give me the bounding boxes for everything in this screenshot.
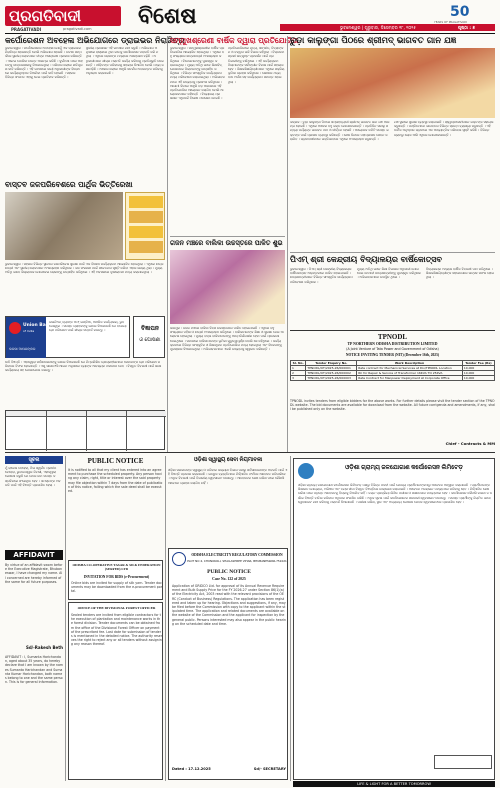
serfed-invite: INVITATION FOR BIDS (e-Procurement) <box>83 575 150 579</box>
article-3-col-a: ଭଦ୍ରକ : ଚୁଡ଼ା କାଲୁଙ୍ଗା ପିଠରେ ସପ୍ତାହବ୍ୟାପୀ ଶ୍ରୀମଦ୍ ଭାଗବତ ଗାନ ଯଜ୍ଞ ଆରମ୍ଭ ହୋଇଛି । ଏଥିରେ ଅଞ୍ଚଳର ବହୁ ଭକ୍ତ ଯୋଗଦେଇଛନ୍ତି । ପ୍ରତିଦିନ ସକାଳୁ ସନ୍ଧ୍ୟା ପର୍ଯ୍ୟନ୍ତ ଭାଗବତ ପାଠ ଓ କୀର୍ତ୍ତନ ହେଉଛି । ଆୟୋଜକ କମିଟି ସମସ୍ତ ଭକ୍ତଙ୍କ ପାଇଁ ପ୍ରସାଦ ବ୍ୟବସ୍ଥା କରିଛନ୍ତି । ଶେଷ ଦିନରେ ମହାପ୍ରସାଦ ସେବନ କରାଯିବ । ଗ୍ରାମବାସୀମାନେ ଭକ୍ତିଭାବରେ ଏଥିରେ ଅଂଶଗ୍ରହଣ କରୁଛନ୍ତି । <box>290 120 390 141</box>
tpnodl-th-3: Tender Fee (Rs) <box>462 361 494 366</box>
headline-3: ଚୁଡ଼ା କାଲୁଙ୍ଗା ପିଠରେ ଶ୍ରୀମଦ୍ ଭାଗବତ ଗାନ ଯଜ୍ଞ <box>290 36 457 46</box>
ods-text: ଓଡ଼ିଶା ସରକାରଙ୍କ ସ୍ୱାସ୍ଥ୍ୟ ଓ ପରିବାର କଲ୍ୟାଣ ବିଭାଗ ପକ୍ଷରୁ ସର୍ବସାଧାରଣଙ୍କ ଅବଗତି ପାଇଁ ଏହି ବିଜ୍ଞପ୍ତି ପ୍ରକାଶ କରାଯାଉଛି । ଇଚ୍ଛୁକ ବ୍ୟକ୍ତିମାନେ ନିର୍ଦ୍ଧାରିତ ଫର୍ମରେ ଆବେଦନ କରିପାରିବେ । ଅଧିକ ବିବରଣୀ ପାଇଁ ବିଭାଗୀୟ ୱେବସାଇଟ ଦେଖନ୍ତୁ । ଆବେଦନର ଶେଷ ତାରିଖ ପରେ କୌଣସି ଆବେଦନ ଗ୍ରହଣ କରାଯିବ ନାହିଁ । <box>168 468 288 485</box>
tpnodl-th-0: Sl. No. <box>291 361 306 366</box>
tpnodl-cell: 10,000 <box>462 376 494 381</box>
headline-5: ଗଜନ ମଞ୍ଚରେ ବାଲିକା ଉଚ୍ଚସ୍ତରେ ପାଳିତ ଶୁଭ <box>170 239 283 247</box>
affidavit-title: AFFIDAVIT <box>13 551 55 559</box>
bank-tagline: ଭରସା ଆପଣଙ୍କର <box>9 347 36 351</box>
date-line: ଭୁବନେଶ୍ୱର | ଗୁରୁବାର, ଡିସେମ୍ବର ୧୮, ୨୦୨୫ <box>340 25 416 30</box>
water-corp-stamp <box>434 755 492 769</box>
article-4-text: ଭୁବନେଶ୍ୱର : ସହରର ବିଭିନ୍ନ ସ୍ଥାନରେ ଜଳପରିବେଶ ସୁରକ୍ଷା ପାଇଁ ଏକ ବିଶେଷ କାର୍ଯ୍ୟକ୍ରମ ଆୟୋଜିତ ହୋଇଥିଲା । ଏଥିରେ ଛାତ୍ରଛାତ୍ରୀ ଏବଂ ସ୍ଥାନୀୟ ଲୋକମାନେ ଅଂଶଗ୍ରହଣ କରିଥିଲେ । ଜଳ ସଂରକ୍ଷଣ ପାଇଁ ସଚେତନତା ସୃଷ୍ଟି କରିବା ଏହାର ଲକ୍ଷ୍ୟ ଥିଲା । ମୁଖ୍ୟ ଅତିଥି ଭାବେ ଜିଲ୍ଲାପାଳ ଯୋଗଦେଇ ଲୋକଙ୍କୁ ଉତ୍ସାହିତ କରିଥିଲେ । ଏହି ଅବସରରେ ବୃକ୍ଷରୋପଣ ମଧ୍ୟ କରାଯାଇଥିଲା । <box>5 262 164 275</box>
headline-1: କର୍ପୋରେଶନ ଅବହେଳା ଅଭିଯୋଗରେ ଡ୍ରାଇଭର ନିରାଚିତ୍ର <box>5 36 185 45</box>
tpnodl-sign: Chief - Contracts & MM <box>445 441 495 446</box>
column-ad-box <box>133 316 165 358</box>
serfed-org: ODISHA CO-OPERATIVE TASAR & SILK FEDERATION (SERFED) LTD <box>72 563 161 571</box>
tpnodl-sub: TP NORTHERN ODISHA DISTRIBUTION LIMITED <box>347 342 438 346</box>
tpnodl-desc: (A Joint Venture of Tata Power and Government of Odisha) <box>346 347 439 351</box>
oerc-title: ODISHA ELECTRICITY REGULATORY COMMISSION <box>191 553 283 557</box>
paper-name: ପ୍ରଗତିବାଦୀ <box>9 7 82 25</box>
article-6-col-b: ମୁଖ୍ୟ ଅତିଥି ଭାବେ ଶିକ୍ଷା ବିଭାଗର ଅଧିକାରୀ ଯୋଗଦେଇ ମେଧାବୀ ଛାତ୍ରଛାତ୍ରୀଙ୍କୁ ପୁରସ୍କୃତ କରିଥିଲେ । ଅଭିଭାବକମାନେ ଉପସ୍ଥିତ ଥିଲେ । <box>357 267 421 280</box>
article-3-col-b: ଯଜ୍ଞ ସ୍ଥଳରେ ସୁରକ୍ଷା ବ୍ୟବସ୍ଥା କରାଯାଇଛି । ସ୍ୱେଚ୍ଛାସେବୀମାନେ ଭକ୍ତଙ୍କ ସହାୟତା କରୁଛନ୍ତି । ପଣ୍ଡିତମାନେ ଭାଗବତର ବିଭିନ୍ନ ସ୍କନ୍ଧ ବ୍ୟାଖ୍ୟା କରୁଛନ୍ତି । ଏହି ଧାର୍ମିକ ଅନୁଷ୍ଠାନ ଗ୍ରାମରେ ଏକ ଆଧ୍ୟାତ୍ମିକ ପରିବେଶ ସୃଷ୍ଟି କରିଛି । ବିଭିନ୍ନ ଗ୍ରାମରୁ ଲୋକ ଆସି ଏଥିରେ ଯୋଗଦେଉଛନ୍ତି । <box>394 120 494 137</box>
bank-ad-text: ଇଉନିଅନ୍ ବ୍ୟାଙ୍କ ଅଫ୍ ଇଣ୍ଡିଆ, ଆଞ୍ଚଳିକ କାର୍ଯ୍ୟାଳୟ, ଭୁବନେଶ୍ୱର । ସମସ୍ତ ଗ୍ରାହକଙ୍କୁ ଜଣାଇ ଦିଆଯାଉଛି ଯେ ବକେୟା ଋଣ ପରିଶୋଧ ପାଇଁ ଶୀଘ୍ର ସମ୍ପର୍କ କରନ୍ତୁ । <box>49 320 127 333</box>
affidavit-text: By virtue of an affidavit sworn before the Executive Magistrate, Bhubaneswar, I have changed my name. All concerned are hereby informed of the same for all future purposes. <box>5 563 63 584</box>
headline-4: ବାସ୍ତବ ଜଳପରିବେଶରେ ପାର୍ଥିକ ଭିତ୍ତିରେଖା <box>5 180 133 189</box>
headline-2: ସମ୍ମୁଖଶ୍ରେଣୀ ବାର୍ଷିକ ଦ୍ୱାରା ପ୍ରତିଯୋଗିତା <box>170 36 299 45</box>
tpnodl-title: TPNODL <box>377 333 408 341</box>
column-ad-title: ବିଜ୍ଞାପନ <box>141 325 159 332</box>
article-3-photo <box>290 48 495 118</box>
tpnodl-cell: Rate Contract for Manpower Deployment at Corporate Office <box>357 376 463 381</box>
page-label: ପୃଷ୍ଠା : ୭ <box>458 25 476 30</box>
oerc-notice-title: PUBLIC NOTICE <box>207 569 251 575</box>
tpnodl-th-1: Tender Enquiry No. <box>306 361 357 366</box>
article-5-photo <box>170 250 285 324</box>
oerc-case: Case No. 122 of 2025 <box>212 577 246 581</box>
article-4-photo <box>5 192 123 260</box>
oerc-sign: Sd/- SECRETARY <box>253 767 286 771</box>
tpnodl-body: TPNODL invites tenders from eligible bidders for the above works. For further details please visit the tender section of the TPNODL website. The bid documents are available for download from the website. All future corrigenda and amendments, if any, shall be published only on the website. <box>290 399 495 412</box>
public-notice-title: PUBLIC NOTICE <box>87 457 144 465</box>
classified-text-1: ମୁଁ ରାକେଶ ବେହେରା, ପିତା ସ୍ୱର୍ଗତ ପ୍ରଦୀପ ବେହେରା, ଭୁବନେଶ୍ୱର ନିବାସୀ, ଏହାଦ୍ୱାରା ଘୋଷଣା କରୁଛି ଯେ ମୋର ନାମ ସମସ୍ତ ଦସ୍ତାବିଜରେ ସଂଶୋଧିତ ହେବ । ସମସ୍ତଙ୍କ ଅବଗତି ପାଇଁ ଏହି ବିଜ୍ଞପ୍ତି ପ୍ରକାଶିତ ହେଲା । <box>5 466 61 487</box>
tpnodl-th-2: Work Description <box>357 361 463 366</box>
article-1-col-b: ସ୍ଥାନୀୟ ପ୍ରଶାସନ ଏହି ଘଟଣାର ଯାଞ୍ଚ କରୁଛି । ଅଭିଯୋଗ ଅନୁସାରେ ରାସ୍ତାରେ ଥିବା ଗାତକୁ କର୍ପୋରେସନ ମରାମତି କରି ନ ଥିଲା । ଏଥିରେ ଲୋକଙ୍କ ମଧ୍ୟରେ ଅସନ୍ତୋଷ ବଢ଼ିଛି । ଅଧିକାରୀମାନେ ଶୀଘ୍ର ମରାମତି କାର୍ଯ୍ୟ କରିବାକୁ ପ୍ରତିଶ୍ରୁତି ଦେଇଛନ୍ତି । ପୀଡ଼ିତଙ୍କ ପରିବାରକୁ ସହାୟତା ଦିଆଯିବ ବୋଲି ମଧ୍ୟ ଜଣାପଡ଼ିଛି । ଅଞ୍ଚଳର ଲୋକେ ଆହୁରି ସତର୍କତା ଅବଲମ୍ବନ କରିବାକୁ ଅନୁରୋଧ କରାଯାଇଛି । <box>86 46 164 76</box>
water-corp-title: ଓଡ଼ିଶା ଗ୍ରାମ୍ୟ ଜଳଯୋଗାଣ କର୍ପୋରେସନ ଲିମିଟେଡ଼ <box>345 465 463 471</box>
paper-name-en: PRAGATIVADI <box>11 27 42 32</box>
anniversary-number: 50 <box>450 4 470 20</box>
oerc-date: Dated : 17.12.2025 <box>172 767 211 771</box>
water-corp-text: ଓଡ଼ିଶା ଗ୍ରାମ୍ୟ ଜଳଯୋଗାଣ କର୍ପୋରେସନ ଲିମିଟେଡ଼ ପକ୍ଷରୁ ବିଭିନ୍ନ ପଦବୀ ପାଇଁ ଯୋଗ୍ୟ ପ୍ରାର୍ଥୀମାନଙ୍କଠାରୁ ଆବେଦନ ଆହ୍ୱାନ କରାଯାଉଛି । ପ୍ରାର୍ଥୀମାନଙ୍କ ଶିକ୍ଷାଗତ ଯୋଗ୍ୟତା, ଅଭିଜ୍ଞତା ଏବଂ ବୟସ ସୀମା ବିସ୍ତୃତ ବିଜ୍ଞପ୍ତିରେ ଉଲ୍ଲେଖ କରାଯାଇଛି । ଆବେଦନ ଅନଲାଇନ ମାଧ୍ୟମରେ କରିବାକୁ ହେବ । ନିର୍ଦ୍ଧାରିତ ଶେଷ ତାରିଖ ପରେ ପ୍ରାପ୍ତ ଆବେଦନକୁ ବିଚାରକୁ ନିଆଯିବ ନାହିଁ । ଚୟନ ପ୍ରକ୍ରିୟା ଲିଖିତ ପରୀକ୍ଷା ଓ ସାକ୍ଷାତକାର ମାଧ୍ୟମରେ ହେବ । କର୍ପୋରେସନ କୌଣସି କାରଣ ନ ଦର୍ଶାଇ ବିଜ୍ଞପ୍ତି ବାତିଲ କରିବାର ଅଧିକାର ସଂରକ୍ଷିତ ରଖିଛି । ଅଧିକ ସୂଚନା ପାଇଁ କର୍ପୋରେସନର ସରକାରୀ ୱେବସାଇଟ ଦେଖନ୍ତୁ । ସମସ୍ତ ପ୍ରାର୍ଥୀଙ୍କୁ ନିୟମିତ ଭାବେ ୱେବସାଇଟ ଯାଞ୍ଚ କରିବାକୁ ପରାମର୍ଶ ଦିଆଯାଉଛି । ପରୀକ୍ଷା ତାରିଖ, ସ୍ଥାନ ଏବଂ ଅନ୍ୟାନ୍ୟ ଘୋଷଣା କେବଳ ୱେବସାଇଟରେ ପ୍ରକାଶିତ ହେବ । <box>298 483 492 504</box>
mid-rule <box>5 452 495 453</box>
website-text: pragativadi.com <box>63 27 92 31</box>
ods-title: ଓଡ଼ିଶା ସ୍ୱାସ୍ଥ୍ୟ ସେବା ନିୟମାବଳୀ <box>193 457 263 463</box>
article-6-col-c: ବିଦ୍ୟାଳୟର ଅଧ୍ୟକ୍ଷ ବାର୍ଷିକ ବିବରଣୀ ପାଠ କରିଥିଲେ । ଶିକ୍ଷକଶିକ୍ଷୟିତ୍ରୀଙ୍କ ସହଯୋଗରେ ଉତ୍ସବ ସଫଳ ହୋଇଥିଲା । <box>426 267 495 280</box>
bank-notice-table <box>5 410 165 450</box>
tpnodl-cell: 10,000 <box>462 371 494 376</box>
bank-notice-text: ଦାବି ବିଜ୍ଞପ୍ତି : ଏହାଦ୍ୱାରା ସର୍ବସାଧାରଣଙ୍କୁ ଜଣାଇ ଦିଆଯାଉଛି ଯେ ନିମ୍ନଲିଖିତ ଋଣଗ୍ରହୀତାମାନେ ସେମାନଙ୍କ ଋଣ ପରିଶୋଧ କରିବାରେ ବିଫଳ ହୋଇଛନ୍ତି । ଏଣୁ ସାରଫେସି ଆଇନ ଅନୁସାରେ ବ୍ୟାଙ୍କ ଆବଶ୍ୟକ ପଦକ୍ଷେପ ନେବ । ବିସ୍ତୃତ ବିବରଣୀ ପାଇଁ ଶାଖା କାର୍ଯ୍ୟାଳୟ ସହ ଯୋଗାଯୋଗ କରନ୍ତୁ । <box>5 360 162 373</box>
public-notice-text: It is notified to all that my client has entered into an agreement to purchase the scheduled property. Any person having any claim, right, title or interest over the said property may file objection within 7 days from the date of publication of this notice, failing which the sale deed shall be executed. <box>68 468 163 494</box>
tpnodl-cell: TPNODL/OT/2025-26/000001 <box>306 366 357 371</box>
classified-text-2: AFFIDAVIT : I, Sumanta Harichandan, aged about 35 years, do hereby declare that I am known by the names Sumanta Harichandan and Sumanta Kumar Harichandan, both names belong to one and the same person. This is for general information. <box>5 655 64 685</box>
inset-ad-box <box>125 192 165 260</box>
tpnodl-nit: NOTICE INVITING TENDER (NIT) (December 16th, 2025) <box>345 353 440 357</box>
article-2-col-b: ପ୍ରତିଯୋଗିତାରେ ନୃତ୍ୟ, ସଙ୍ଗୀତ, ଚିତ୍ରାଙ୍କନ ଓ ବକ୍ତୃତା ଭଳି ବିଭାଗ ରହିଥିଲା । ବିଚାରକମଣ୍ଡଳୀ ଉତ୍କୃଷ୍ଟ ପ୍ରଦର୍ଶନ ପାଇଁ ପ୍ରତିଭାଗୀଙ୍କୁ ବାଛିଥିଲେ । ଏହି କାର୍ଯ୍ୟକ୍ରମ ପିଲାମାନଙ୍କ ସର୍ବାଙ୍ଗୀନ ବିକାଶ ପାଇଁ ସହାୟକ ହେବ । ଶିକ୍ଷକଶିକ୍ଷୟିତ୍ରୀମାନେ ଏଥିରେ ସକ୍ରିୟ ଭୂମିକା ଗ୍ରହଣ କରିଥିଲେ । ଶେଷରେ ଧନ୍ୟବାଦ ଅର୍ପଣ ସହ କାର୍ଯ୍ୟକ୍ରମ ସମାପ୍ତ ହୋଇଥିଲା । <box>228 46 285 84</box>
forest-text: Sealed tenders are invited from eligible contractors for the execution of plantation and maintenance works in the forest division. Tender documents can be obtained from the office of the Divisional Forest Officer on payment of the prescribed fee. Last date for submission of tenders is mentioned in the detailed notice. The authority reserves the right to reject any or all tenders without assigning any reason thereof. <box>71 613 163 647</box>
oerc-logo-icon <box>172 552 186 566</box>
column-rule-2 <box>287 36 288 452</box>
water-corp-notice[interactable] <box>293 458 495 780</box>
serfed-notice[interactable] <box>68 560 163 600</box>
anniversary-badge <box>350 4 495 24</box>
dateline-bar <box>280 24 495 32</box>
section-title: ବିଶେଷ <box>138 4 197 29</box>
column-rule-1 <box>167 36 168 452</box>
article-5-text: ଜାଜପୁର : ଗଜନ ମଞ୍ଚରେ ବାଳିକା ଦିବସ ଉଚ୍ଚସ୍ତରରେ ପାଳିତ ହୋଇଯାଇଛି । ଏଥିରେ ବହୁ ସଂଖ୍ୟାରେ ମହିଳା ଓ ଛାତ୍ରୀ ଅଂଶଗ୍ରହଣ କରିଥିଲେ । ବାଳିକାମାନଙ୍କ ଶିକ୍ଷା ଓ ସୁରକ୍ଷା ନେଇ ଆଲୋଚନା ହୋଇଥିଲା । ମୁଖ୍ୟ ବକ୍ତା ବାଳିକାମାନଙ୍କୁ ଆତ୍ମନିର୍ଭରଶୀଳ ହେବା ପାଇଁ ପ୍ରେରଣା ଦେଇଥିଲେ । ସମାଜରେ ବାଳିକାମାନଙ୍କ ଭୂମିକା ଗୁରୁତ୍ୱପୂର୍ଣ୍ଣ ବୋଲି ସେ କହିଥିଲେ । କାର୍ଯ୍ୟକ୍ରମରେ ବିଭିନ୍ନ ସାଂସ୍କୃତିକ ଓ ଶିକ୍ଷାମୂଳକ ପ୍ରତିଯୋଗିତା ମଧ୍ୟ ହୋଇଥିଲା ଏବଂ ବିଜେତାଙ୍କୁ ପୁରସ୍କାର ଦିଆଯାଇଥିଲା । ଅଭିଭାବକମାନେ ଏଭଳି ଉଦ୍ୟମକୁ ସ୍ୱାଗତ କରିଛନ୍ତି । <box>170 326 284 352</box>
forest-notice[interactable] <box>68 602 163 780</box>
headline-6: ପିଏମ୍ ଶ୍ରୀ କେନ୍ଦ୍ରୀୟ ବିଦ୍ୟାଳୟର ବାର୍ଷିକୋତ୍ସବ <box>290 255 442 264</box>
union-bank-ad[interactable] <box>5 316 130 358</box>
serfed-text: Online bids are invited for supply of silk yarn. Tender documents may be downloaded from the e-procurement portal. <box>71 581 163 594</box>
bottom-tagline: LIFE & LIGHT FOR A BETTER TOMORROW <box>357 781 431 786</box>
oerc-notice[interactable] <box>168 548 288 780</box>
oerc-text: Application of GRIDCO Ltd. for approval of its Annual Revenue Requirement and Bulk Supply Price for the FY 2026-27 under Section 86(1)(a) of the Electricity Act, 2003 read with the relevant provisions of the OERC (Conduct of Business) Regulations. The application has been registered and taken up for hearing. Objections and suggestions, if any, may be filed before the Commission with copy to the applicant within the stipulated time. The application and related documents are available on the website of the Commission and the applicant for inspection by the general public. Persons interested may also appear in the public hearing on the scheduled date and time. <box>172 584 286 626</box>
masthead-logo[interactable] <box>5 6 135 32</box>
tpnodl-cell: 2 <box>291 371 306 376</box>
article-6-col-a: ଭୁବନେଶ୍ୱର : ପିଏମ୍ ଶ୍ରୀ କେନ୍ଦ୍ରୀୟ ବିଦ୍ୟାଳୟର ବାର୍ଷିକୋତ୍ସବ ଆଡ଼ମ୍ବରରେ ପାଳିତ ହୋଇଯାଇଛି । ଛାତ୍ରଛାତ୍ରୀମାନେ ବିଭିନ୍ନ ସାଂସ୍କୃତିକ କାର୍ଯ୍ୟକ୍ରମ ପରିବେଷଣ କରିଥିଲେ । <box>290 267 353 284</box>
masthead-rule <box>5 33 495 34</box>
oerc-address: PLOT NO 4, CHUNOKOLI, SHAILASHREE VIHAR, BHUBANESWAR-751021 <box>187 559 287 563</box>
tpnodl-cell: Rate contract for Mechanical Services at Div/TPNODL Location <box>357 366 463 371</box>
tpnodl-table <box>290 360 495 381</box>
tpnodl-cell: 1 <box>291 366 306 371</box>
tpnodl-cell: TPNODL/OT/2025-26/000003 <box>306 376 357 381</box>
tpnodl-cell: 3 <box>291 376 306 381</box>
tpnodl-notice[interactable] <box>290 330 495 450</box>
bank-sub: of India <box>23 329 35 333</box>
tpnodl-cell: RC for Repair & Service of Transformer 16KVA TO 25KVA <box>357 371 463 376</box>
tpnodl-cell: 10,000 <box>462 366 494 371</box>
forest-title: OFFICE OF THE DIVISIONAL FOREST OFFICER <box>77 606 156 610</box>
anniversary-sub: YEARS OF PRAGATIVADI <box>434 20 468 24</box>
puja-title: ସୂଚନା <box>28 457 40 463</box>
section-title-block <box>138 4 278 32</box>
affidavit-signer: Sd/-Rakesh Beth <box>25 645 63 650</box>
article-1-col-a: ଭୁବନେଶ୍ୱର : କର୍ପୋରେସନର ଅବହେଳା ଯୋଗୁଁ ଏକ ଡ୍ରାଇଭର ନିରାଚିତ୍ର ହୋଇଛନ୍ତି ବୋଲି ଅଭିଯୋଗ ହୋଇଛି । ଘଟଣା ସମ୍ପର୍କରେ ସ୍ଥାନୀୟ ଲୋକମାନେ ତୀବ୍ର ଅସନ୍ତୋଷ ପ୍ରକାଶ କରିଛନ୍ତି । ଏନେଇ ପୋଲିସ ତଦନ୍ତ ଆରମ୍ଭ କରିଛି । ଦୁର୍ଘଟଣା ପରେ ଆହତଙ୍କୁ ଡାକ୍ତରଖାନାକୁ ନିଆଯାଇଥିଲା । ପରିବାର ଲୋକେ କ୍ଷତିପୂରଣ ଦାବି କରିଛନ୍ତି । ଏହି ଘଟଣାରେ ଦାୟୀ ଅଧିକାରୀଙ୍କ ବିରୋଧରେ କାର୍ଯ୍ୟାନୁଷ୍ଠାନ ନିଆଯିବା ପାଇଁ ଦାବି ହୋଇଛି । ସହରର ବିଭିନ୍ନ ସଂଗଠନ ଏହାକୁ ନେଇ ପ୍ରତିବାଦ କରିଛନ୍ତି । <box>5 46 83 80</box>
column-ad-sub: ଓ ଘୋଷଣା <box>139 337 161 343</box>
water-drop-icon <box>298 463 314 479</box>
article-2-col-a: ଭୁବନେଶ୍ୱର : ସମ୍ମୁଖଶ୍ରେଣୀର ବାର୍ଷିକ ପ୍ରତିଯୋଗିତା ଆୟୋଜିତ ହୋଇଥିଲା । ଏଥିରେ ବହୁ ସଂଖ୍ୟାରେ ଛାତ୍ରଛାତ୍ରୀ ଅଂଶଗ୍ରହଣ କରିଥିଲେ । ବିଜେତାମାନଙ୍କୁ ପୁରସ୍କୃତ କରାଯାଇଥିଲା । ମୁଖ୍ୟ ଅତିଥି ଭାବେ ଶିକ୍ଷାବିତ୍ ଯୋଗଦେଇ ପିଲାମାନଙ୍କୁ ଉତ୍ସାହିତ କରିଥିଲେ । ବିଭିନ୍ନ ସାଂସ୍କୃତିକ କାର୍ଯ୍ୟକ୍ରମ ମଧ୍ୟ ପରିବେଷଣ କରାଯାଇଥିଲା । ଅଭିଭାବକମାନେ ଏହି ଉଦ୍ୟମକୁ ପ୍ରଶଂସା କରିଥିଲେ । ଆଗାମୀ ଦିନରେ ଆହୁରି ବଡ଼ ଆକାରରେ ଏହି ପ୍ରତିଯୋଗିତା ଆୟୋଜନ କରାଯିବ ବୋଲି ଆୟୋଜକମାନେ କହିଛନ୍ତି । ବିଦ୍ୟାଳୟ ପ୍ରଶାସନ ଏଥିପାଇଁ ବିଶେଷ ପଦକ୍ଷେପ ନେଇଛି । <box>170 46 225 101</box>
tpnodl-cell: TPNODL/OT/2025-26/000002 <box>306 371 357 376</box>
bank-name: Union Bank <box>23 323 52 328</box>
